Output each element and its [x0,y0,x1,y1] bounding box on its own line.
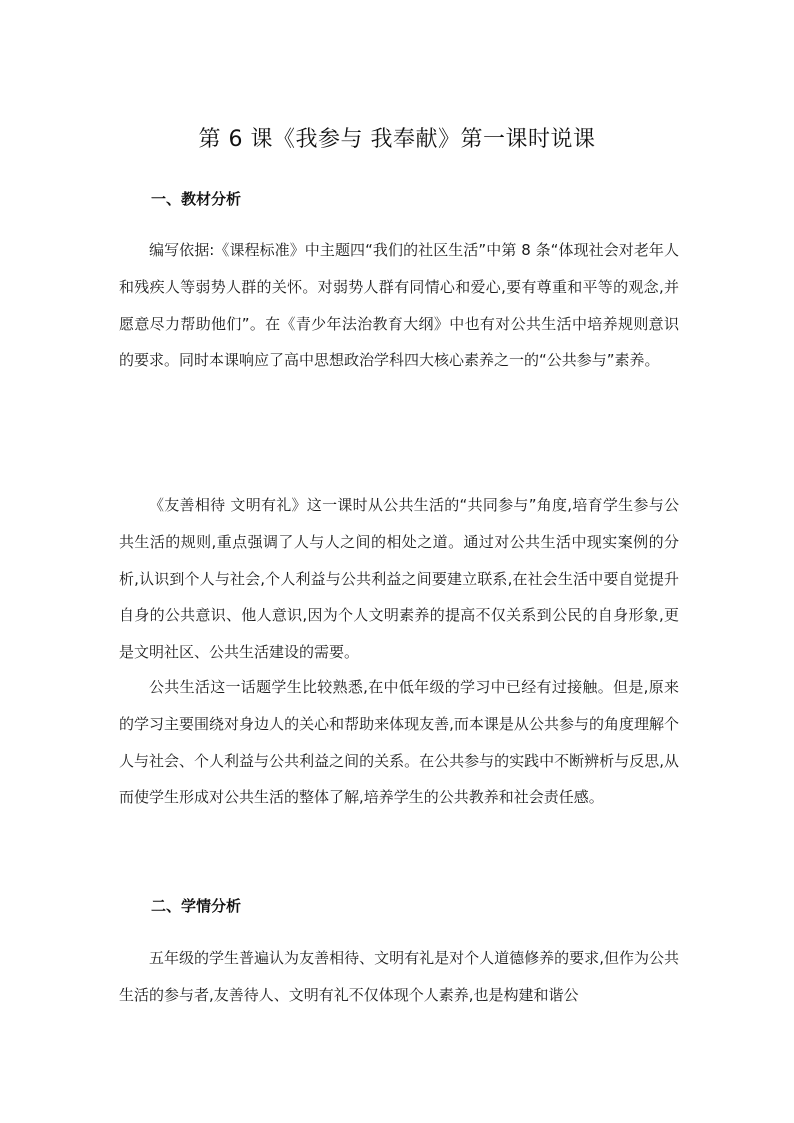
section-heading-student-analysis: 二、学情分析 [151,897,242,915]
paragraph-public-life-topic: 公共生活这一话题学生比较熟悉,在中低年级的学习中已经有过接触。但是,原来的学习主要围绕对身边人的关心和帮助来体现友善,而本课是从公共参与的角度理解个人与社会、个人利益与公共利益之间的关系。在公共参与的实践中不断辨析与反思,从而使学生形成对公共生活的整体了解,培养学生的公共教养和社会责任感。 [119,678,679,807]
paragraph-student-situation: 五年级的学生普遍认为友善相待、文明有礼是对个人道德修养的要求,但作为公共生活的参与者,友善待人、文明有礼不仅体现个人素养,也是构建和谐公 [119,949,679,1004]
paragraph-basis: 编写依据:《课程标准》中主题四“我们的社区生活”中第 8 条“体现社会对老年人和残疾人等弱势人群的关怀。对弱势人群有同情心和爱心,要有尊重和平等的观念,并愿意尽力帮助他们”。在《青少年法治教育大纲》中也有对公共生活中培养规则意识的要求。同时本课响应了高中思想政治学科四大核心素养之一的“公共参与”素养。 [119,241,679,370]
paragraph-lesson-focus: 《友善相待 文明有礼》这一课时从公共生活的“共同参与”角度,培育学生参与公共生活的规则,重点强调了人与人之间的相处之道。通过对公共生活中现实案例的分析,认识到个人与社会,个人利益与公共利益之间要建立联系,在社会生活中要自觉提升自身的公共意识、他人意识,因为个人文明素养的提高不仅关系到公民的自身形象,更是文明社区、公共生活建设的需要。 [119,496,679,662]
document-title: 第 6 课《我参与 我奉献》第一课时说课 [198,127,596,152]
section-heading-textbook-analysis: 一、教材分析 [151,190,242,208]
